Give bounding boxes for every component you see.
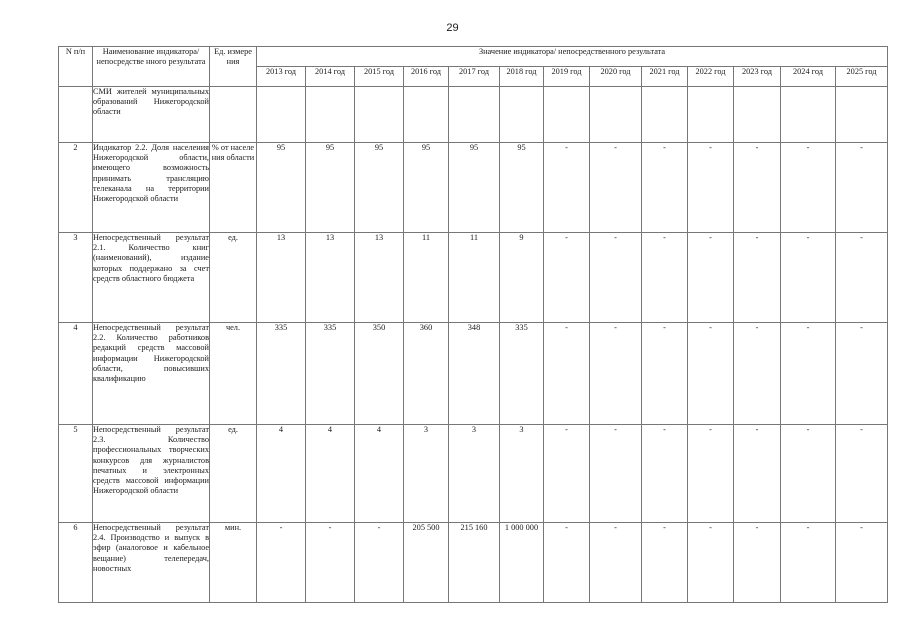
row-value: 4 <box>355 425 404 523</box>
row-unit <box>210 87 257 143</box>
row-value <box>257 87 306 143</box>
header-year: 2019 год <box>544 67 590 87</box>
row-value: - <box>544 233 590 323</box>
row-value <box>306 87 355 143</box>
header-year: 2017 год <box>449 67 500 87</box>
row-num: 2 <box>59 143 93 233</box>
row-value <box>590 87 642 143</box>
row-value: - <box>590 143 642 233</box>
header-year: 2021 год <box>642 67 688 87</box>
row-value: - <box>257 523 306 603</box>
row-value: - <box>734 425 781 523</box>
row-name: Непосредственный результат 2.3. Количество профессиональных творческих конкурсов для журналистов печатных и электронных средств массовой информации Нижегородской области <box>93 425 210 523</box>
row-num: 6 <box>59 523 93 603</box>
row-value: - <box>590 323 642 425</box>
row-unit: ед. <box>210 233 257 323</box>
row-unit: чел. <box>210 323 257 425</box>
row-value: 348 <box>449 323 500 425</box>
row-value: 95 <box>257 143 306 233</box>
row-value: - <box>688 233 734 323</box>
row-num: 5 <box>59 425 93 523</box>
row-value: - <box>688 143 734 233</box>
row-value <box>734 87 781 143</box>
row-value: - <box>688 425 734 523</box>
row-value: - <box>544 523 590 603</box>
row-value: 3 <box>404 425 449 523</box>
row-value: - <box>590 233 642 323</box>
row-value <box>544 87 590 143</box>
header-year: 2022 год <box>688 67 734 87</box>
row-value: 95 <box>306 143 355 233</box>
row-value: 335 <box>306 323 355 425</box>
row-num: 4 <box>59 323 93 425</box>
row-value: 11 <box>449 233 500 323</box>
row-unit: ед. <box>210 425 257 523</box>
header-year: 2024 год <box>781 67 836 87</box>
row-value: - <box>836 143 888 233</box>
row-value <box>449 87 500 143</box>
row-unit: мин. <box>210 523 257 603</box>
row-value: 350 <box>355 323 404 425</box>
table-row <box>59 425 888 523</box>
header-year: 2018 год <box>500 67 544 87</box>
row-value: 215 160 <box>449 523 500 603</box>
row-value: 335 <box>257 323 306 425</box>
row-value: - <box>642 523 688 603</box>
row-value: - <box>642 233 688 323</box>
header-name: Наименование индикатора/непосредстве нного результата <box>93 47 210 87</box>
row-value: - <box>781 323 836 425</box>
row-value: - <box>642 323 688 425</box>
row-value: 95 <box>500 143 544 233</box>
row-value: - <box>590 425 642 523</box>
row-num: 3 <box>59 233 93 323</box>
row-value: - <box>306 523 355 603</box>
row-value <box>781 87 836 143</box>
row-name: Непосредственный результат 2.4. Производство и выпуск в эфир (аналоговое и кабельное вещание) телепередач, новостных <box>93 523 210 603</box>
header-values: Значение индикатора/ непосредственного результата <box>257 47 888 67</box>
row-value: 9 <box>500 233 544 323</box>
row-value: - <box>781 233 836 323</box>
row-value: 335 <box>500 323 544 425</box>
row-name: Индикатор 2.2. Доля населения Нижегородской области, имеющего возможность принимать трансляцию телеканала на территории Нижегородской области <box>93 143 210 233</box>
row-value: 205 500 <box>404 523 449 603</box>
row-value: - <box>836 323 888 425</box>
row-value: 13 <box>306 233 355 323</box>
indicator-table <box>58 46 888 603</box>
row-value <box>355 87 404 143</box>
table-row <box>59 523 888 603</box>
row-value: - <box>544 323 590 425</box>
header-year: 2016 год <box>404 67 449 87</box>
row-value: - <box>355 523 404 603</box>
header-year: 2020 год <box>590 67 642 87</box>
header-year: 2023 год <box>734 67 781 87</box>
row-value: 1 000 000 <box>500 523 544 603</box>
header-year: 2014 год <box>306 67 355 87</box>
row-value: - <box>590 523 642 603</box>
row-unit: % от населе ния области <box>210 143 257 233</box>
row-value: 95 <box>404 143 449 233</box>
row-value: - <box>836 523 888 603</box>
row-value: - <box>781 523 836 603</box>
row-value: 13 <box>355 233 404 323</box>
row-value: - <box>734 323 781 425</box>
table-row <box>59 87 888 143</box>
row-value: 3 <box>449 425 500 523</box>
header-row <box>59 47 888 67</box>
row-value <box>688 87 734 143</box>
page-number: 29 <box>446 22 459 34</box>
row-value: 95 <box>355 143 404 233</box>
row-value: 13 <box>257 233 306 323</box>
row-value: - <box>544 143 590 233</box>
row-value <box>836 87 888 143</box>
row-value: - <box>781 143 836 233</box>
row-value: - <box>734 143 781 233</box>
header-year: 2015 год <box>355 67 404 87</box>
header-year: 2025 год <box>836 67 888 87</box>
table-row <box>59 323 888 425</box>
row-value <box>404 87 449 143</box>
row-value: - <box>734 523 781 603</box>
row-num <box>59 87 93 143</box>
table-row <box>59 143 888 233</box>
table-row <box>59 233 888 323</box>
row-name: Непосредственный результат 2.1. Количество книг (наименований), издание которых поддержано за счет средств областного бюджета <box>93 233 210 323</box>
row-value: - <box>642 143 688 233</box>
row-value: - <box>836 425 888 523</box>
header-year: 2013 год <box>257 67 306 87</box>
row-value: - <box>734 233 781 323</box>
row-name: Непосредственный результат 2.2. Количество работников редакций средств массовой информации Нижегородской области, повысивших квалификацию <box>93 323 210 425</box>
row-value: 95 <box>449 143 500 233</box>
row-value: - <box>688 523 734 603</box>
row-value: - <box>642 425 688 523</box>
row-value <box>642 87 688 143</box>
row-name: СМИ жителей муниципальных образований Нижегородской области <box>93 87 210 143</box>
row-value: - <box>688 323 734 425</box>
row-value: - <box>781 425 836 523</box>
row-value: - <box>836 233 888 323</box>
row-value: 360 <box>404 323 449 425</box>
row-value: 4 <box>306 425 355 523</box>
header-unit: Ед. измере ния <box>210 47 257 87</box>
row-value: 3 <box>500 425 544 523</box>
header-num: N п/п <box>59 47 93 87</box>
row-value <box>500 87 544 143</box>
row-value: 4 <box>257 425 306 523</box>
row-value: - <box>544 425 590 523</box>
row-value: 11 <box>404 233 449 323</box>
